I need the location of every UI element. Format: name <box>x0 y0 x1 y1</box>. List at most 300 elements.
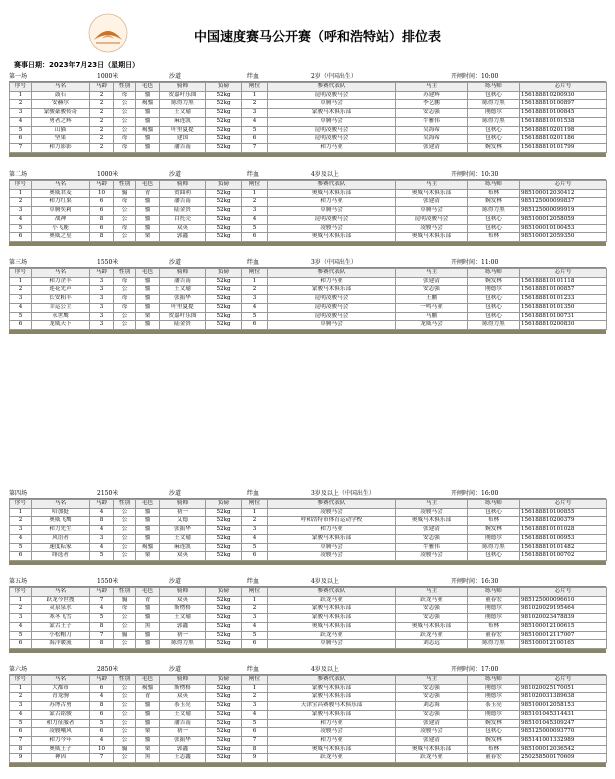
table-cell: 156188810100845 <box>520 109 607 118</box>
table-cell: 牛雅伟 <box>396 117 468 126</box>
table-cell: 52kg <box>206 286 242 295</box>
table-cell: 叶里夏提 <box>160 126 206 135</box>
table-cell: 和力马业 <box>268 198 396 207</box>
column-header: 性别 <box>114 588 136 597</box>
table-cell: 青 <box>136 596 160 605</box>
column-header: 负磅 <box>206 269 242 278</box>
entry-table <box>9 268 607 330</box>
table-cell: 52kg <box>206 215 242 224</box>
table-cell: 张建清 <box>396 277 468 286</box>
table-cell: 婉发林 <box>468 277 520 286</box>
table-cell: 2 <box>90 109 114 118</box>
column-header: 毛色 <box>136 676 160 685</box>
table-cell: 凌骏马会 <box>396 552 468 561</box>
race-condition: 4岁及以上 <box>311 578 339 585</box>
table-cell: 3 <box>242 526 268 535</box>
event-date: 赛事日期：2023年7月23日（星期日） <box>14 61 140 69</box>
table-cell: 981020029195464 <box>520 605 607 614</box>
table-cell: 52kg <box>206 100 242 109</box>
table-cell: 王鹏 <box>396 295 468 304</box>
race-distance: 1000米 <box>97 171 119 178</box>
column-header: 骑师 <box>160 181 206 190</box>
table-cell: 156188810100953 <box>520 534 607 543</box>
table-cell: 龙威马会 <box>396 321 468 330</box>
table-cell: 苏建辉 <box>396 91 468 100</box>
table-cell: 跃龙马业 <box>268 596 396 605</box>
table-cell: 3 <box>90 321 114 330</box>
table-cell: 8 <box>90 622 114 631</box>
table-cell: 公 <box>114 207 136 216</box>
table-cell: 母 <box>114 135 136 144</box>
column-header: 练马师 <box>468 588 520 597</box>
table-cell: 52kg <box>206 754 242 763</box>
table-cell: 52kg <box>206 321 242 330</box>
table-cell: 刚德尔 <box>468 710 520 719</box>
table-cell: 刚德尔 <box>468 614 520 623</box>
column-header: 负磅 <box>206 83 242 92</box>
table-cell: 52kg <box>206 508 242 517</box>
table-cell: 骝 <box>136 91 160 100</box>
table-cell: 陈得力黑 <box>160 100 206 109</box>
table-row <box>10 640 607 649</box>
column-header: 序号 <box>10 269 32 278</box>
table-cell: 蒙骏马术俱乐部 <box>268 109 396 118</box>
table-cell: 山猫 <box>32 126 90 135</box>
table-cell: 9 <box>10 754 32 763</box>
table-cell: 250258500170609 <box>520 754 607 763</box>
table-cell: 跃龙马业 <box>396 631 468 640</box>
table-cell: 青龙驹 <box>32 693 90 702</box>
table-cell: 包秋心 <box>468 508 520 517</box>
table-cell: 5 <box>242 224 268 233</box>
table-cell: 刚德尔 <box>468 693 520 702</box>
table-cell: 骝 <box>136 117 160 126</box>
table-cell: 156188810101350 <box>520 303 607 312</box>
race-header <box>9 258 606 268</box>
table-cell: 草腾马会 <box>268 321 396 330</box>
table-cell: 包秋心 <box>468 552 520 561</box>
table-cell: 公 <box>114 719 136 728</box>
table-cell: 7 <box>90 596 114 605</box>
column-header: 马主 <box>396 83 468 92</box>
column-header: 负磅 <box>206 500 242 509</box>
table-row <box>10 100 607 109</box>
table-cell: 6 <box>10 321 32 330</box>
race-divider-bar <box>9 649 606 653</box>
table-cell: 3 <box>90 277 114 286</box>
table-cell: 勇者之辉 <box>32 117 90 126</box>
table-cell: 10 <box>90 745 114 754</box>
table-cell: 156188810101482 <box>520 543 607 552</box>
table-cell: 6 <box>242 321 268 330</box>
table-cell: 昆明凌骏马会 <box>268 126 396 135</box>
table-cell: 跃龙马业 <box>268 754 396 763</box>
table-cell: 潘吉南 <box>160 277 206 286</box>
table-cell: 985100012030412 <box>520 189 607 198</box>
table-cell: 156188810101538 <box>520 117 607 126</box>
column-header: 练马师 <box>468 181 520 190</box>
table-cell: 骝 <box>136 614 160 623</box>
table-cell: 奥威马术俱乐部 <box>268 622 396 631</box>
table-cell: 陈得力黑 <box>160 640 206 649</box>
table-cell: 昆明凌骏马会 <box>268 312 396 321</box>
column-header: 毛色 <box>136 269 160 278</box>
table-cell: 2 <box>90 117 114 126</box>
table-cell: 5 <box>10 312 32 321</box>
table-cell: 4 <box>90 736 114 745</box>
table-cell: 王文瑜 <box>160 534 206 543</box>
race-condition: 3岁（中国出生） <box>311 259 357 266</box>
table-cell: 和力企丰 <box>32 277 90 286</box>
column-header: 马龄 <box>90 500 114 509</box>
race-block <box>9 665 606 767</box>
table-cell: 骟 <box>114 631 136 640</box>
table-cell: 草腾马会 <box>268 543 396 552</box>
table-cell: 贺嘉叶乐图 <box>160 312 206 321</box>
table-cell: 52kg <box>206 295 242 304</box>
table-cell: 52kg <box>206 143 242 152</box>
table-cell: 昆明凌骏马会 <box>268 135 396 144</box>
column-header: 性别 <box>114 269 136 278</box>
table-cell: 52kg <box>206 189 242 198</box>
column-header: 序号 <box>10 83 32 92</box>
table-cell: 156188810100855 <box>520 508 607 517</box>
table-cell: 奥威马术俱乐部 <box>268 233 396 242</box>
table-cell: 麻连凯 <box>160 117 206 126</box>
table-cell: 蒙骏马术俱乐部 <box>268 684 396 693</box>
table-cell: 156188810201198 <box>520 126 607 135</box>
race-header <box>9 577 606 587</box>
table-row <box>10 198 607 207</box>
entry-table <box>9 82 607 153</box>
table-cell: 安志强 <box>396 693 468 702</box>
table-row <box>10 126 607 135</box>
table-row <box>10 295 607 304</box>
table-cell: 奥威马术俱乐部 <box>268 189 396 198</box>
table-cell: 2 <box>242 198 268 207</box>
entry-table <box>9 587 607 649</box>
table-cell: 骝 <box>136 295 160 304</box>
table-cell: 陈得力黑 <box>468 207 520 216</box>
column-header: 马名 <box>32 500 90 509</box>
column-header: 马主 <box>396 588 468 597</box>
table-cell: 栗 <box>136 233 160 242</box>
table-cell: 公 <box>114 126 136 135</box>
race-header <box>9 72 606 82</box>
table-cell: 奥威马术俱乐部 <box>396 233 468 242</box>
table-cell: 5 <box>242 719 268 728</box>
column-header: 负磅 <box>206 181 242 190</box>
table-cell: 布林 <box>468 233 520 242</box>
column-header: 骑师 <box>160 500 206 509</box>
table-cell: 小松帽刀 <box>32 631 90 640</box>
table-cell: 4 <box>10 117 32 126</box>
table-cell: 1 <box>10 596 32 605</box>
table-row <box>10 631 607 640</box>
table-row <box>10 526 607 535</box>
column-header: 芯片号 <box>520 181 607 190</box>
table-cell: 公 <box>114 508 136 517</box>
race-distance: 1000米 <box>97 73 119 80</box>
table-cell: 5 <box>10 631 32 640</box>
race-name: 第六场 <box>9 666 28 673</box>
table-cell: 潘吉南 <box>160 719 206 728</box>
table-cell: 52kg <box>206 631 242 640</box>
table-cell: 安志强 <box>396 109 468 118</box>
table-cell: 8 <box>90 215 114 224</box>
table-cell: 985101045314431 <box>520 710 607 719</box>
table-cell: 骝 <box>136 719 160 728</box>
table-row <box>10 745 607 754</box>
table-header-row <box>10 181 607 190</box>
table-cell: 和力先生 <box>32 526 90 535</box>
race-divider-bar <box>9 763 606 767</box>
column-header: 参赛代表队 <box>268 269 396 278</box>
column-header: 参赛代表队 <box>268 500 396 509</box>
table-cell: 长安粗丰 <box>32 295 90 304</box>
table-cell: 包秋心 <box>468 126 520 135</box>
table-cell: 骟 <box>114 596 136 605</box>
table-cell: 6 <box>90 710 114 719</box>
table-cell: 奥威马术俱乐部 <box>396 745 468 754</box>
table-row <box>10 109 607 118</box>
table-cell: 骝 <box>136 526 160 535</box>
table-cell: 7 <box>10 143 32 152</box>
table-cell: 蒙骏马术俱乐部 <box>268 710 396 719</box>
table-cell: 3 <box>90 312 114 321</box>
table-cell: 骝 <box>136 702 160 711</box>
table-cell: 985100012100165 <box>520 640 607 649</box>
table-cell: 骝 <box>136 321 160 330</box>
table-cell: 156188810101028 <box>520 526 607 535</box>
race-handicap: 绊血 <box>247 171 260 178</box>
race-divider-bar <box>9 242 606 246</box>
table-cell: 陈得力黑 <box>468 100 520 109</box>
table-cell: 刚德尔 <box>468 684 520 693</box>
table-cell: 4 <box>242 622 268 631</box>
column-header: 性别 <box>114 676 136 685</box>
table-cell: 刘志远 <box>396 640 468 649</box>
table-cell: 52kg <box>206 526 242 535</box>
table-cell: 奥威王子 <box>32 745 90 754</box>
table-cell: 3 <box>90 534 114 543</box>
table-cell: 52kg <box>206 534 242 543</box>
table-cell: 骝 <box>136 207 160 216</box>
table-row <box>10 117 607 126</box>
table-cell: 布林 <box>468 517 520 526</box>
table-cell: 公 <box>114 100 136 109</box>
table-cell: 5 <box>90 719 114 728</box>
table-row <box>10 728 607 737</box>
table-cell: 李艺鹏 <box>396 100 468 109</box>
table-cell: 52kg <box>206 303 242 312</box>
table-cell: 6 <box>10 728 32 737</box>
table-cell: 婉发林 <box>468 526 520 535</box>
table-row <box>10 277 607 286</box>
table-cell: 骝 <box>136 143 160 152</box>
table-cell: 公 <box>114 117 136 126</box>
table-cell: 4 <box>90 693 114 702</box>
table-cell: 公 <box>114 622 136 631</box>
table-cell: 和力今年 <box>32 736 90 745</box>
race-block <box>9 258 606 334</box>
table-cell: 青 <box>136 693 160 702</box>
table-cell: 蒙骏马术俱乐部 <box>268 693 396 702</box>
table-cell: 母 <box>114 295 136 304</box>
table-row <box>10 552 607 561</box>
table-cell: 5 <box>242 126 268 135</box>
table-cell: 海洋暖流 <box>32 640 90 649</box>
table-cell: 3 <box>10 109 32 118</box>
table-cell: 公 <box>114 702 136 711</box>
table-cell: 斯楞格 <box>160 684 206 693</box>
table-cell: 4 <box>90 605 114 614</box>
table-header-row <box>10 676 607 685</box>
table-cell: 草腾马会 <box>268 117 396 126</box>
table-cell: 牛雅伟 <box>396 543 468 552</box>
table-cell: 156188810100731 <box>520 312 607 321</box>
table-cell: 985141001332989 <box>520 736 607 745</box>
column-header: 练马师 <box>468 676 520 685</box>
column-header: 马名 <box>32 181 90 190</box>
table-cell: 莲花先声 <box>32 286 90 295</box>
table-cell: 公 <box>114 517 136 526</box>
table-cell: 贺嘉叶乐图 <box>160 91 206 100</box>
table-cell: 公 <box>114 736 136 745</box>
table-cell: 6 <box>90 728 114 737</box>
column-header: 芯片号 <box>520 83 607 92</box>
table-row <box>10 684 607 693</box>
table-cell: 包秋心 <box>468 312 520 321</box>
table-cell: 2 <box>90 135 114 144</box>
table-cell: 公 <box>114 710 136 719</box>
column-header: 毛色 <box>136 500 160 509</box>
table-cell: 6 <box>10 135 32 144</box>
table-cell: 3 <box>242 207 268 216</box>
table-cell: 4 <box>10 215 32 224</box>
column-header: 参赛代表队 <box>268 83 396 92</box>
table-cell: 52kg <box>206 596 242 605</box>
table-cell: 4 <box>10 534 32 543</box>
table-row <box>10 215 607 224</box>
table-cell: 草腾马会 <box>396 207 468 216</box>
table-cell: 凌骏马会 <box>396 728 468 737</box>
table-cell: 公 <box>114 534 136 543</box>
table-cell: 5 <box>10 543 32 552</box>
table-cell: 昆明凌骏马会 <box>268 91 396 100</box>
table-cell: 52kg <box>206 224 242 233</box>
table-cell: 包秋心 <box>468 215 520 224</box>
race-condition: 3岁及以上（中国出生） <box>311 490 375 497</box>
table-cell: 栗 <box>136 745 160 754</box>
table-cell: 布林 <box>468 745 520 754</box>
race-surface: 沙道 <box>169 666 182 673</box>
table-row <box>10 321 607 330</box>
table-cell: 郭鑫 <box>160 745 206 754</box>
table-cell: 永世鹰 <box>32 312 90 321</box>
table-cell: 9 <box>242 754 268 763</box>
table-cell: 3 <box>242 702 268 711</box>
table-cell: 凌骏马会 <box>396 508 468 517</box>
table-cell: 栗 <box>136 552 160 561</box>
table-cell: 156188810101233 <box>520 295 607 304</box>
table-cell: 52kg <box>206 312 242 321</box>
race-start: 开闸时间：17:00 <box>451 666 499 673</box>
race-distance: 1550米 <box>97 578 119 585</box>
column-header: 毛色 <box>136 588 160 597</box>
table-cell: 985100012117007 <box>520 631 607 640</box>
table-cell: 母 <box>114 605 136 614</box>
race-distance: 2850米 <box>97 666 119 673</box>
table-cell: 陈得力黑 <box>468 117 520 126</box>
table-cell: 5 <box>242 543 268 552</box>
table-cell: 5 <box>242 312 268 321</box>
table-cell: 双英 <box>160 596 206 605</box>
table-cell: 安志强 <box>396 286 468 295</box>
race-name: 第一场 <box>9 73 28 80</box>
race-header <box>9 489 606 499</box>
table-cell: 52kg <box>206 233 242 242</box>
column-header: 闸位 <box>242 83 268 92</box>
table-cell: 52kg <box>206 552 242 561</box>
column-header: 骑师 <box>160 676 206 685</box>
table-cell: 包秋心 <box>468 295 520 304</box>
table-cell: 王文瑜 <box>160 710 206 719</box>
table-cell: 初一 <box>160 728 206 737</box>
column-header: 练马师 <box>468 269 520 278</box>
table-cell: 1 <box>10 91 32 100</box>
table-cell: 陈得力黑 <box>468 321 520 330</box>
table-header-row <box>10 500 607 509</box>
table-cell: 栗 <box>136 728 160 737</box>
table-cell: 52kg <box>206 622 242 631</box>
table-cell: 5 <box>90 614 114 623</box>
race-block <box>9 170 606 246</box>
race-header <box>9 665 606 675</box>
table-cell: 蒙古铭骏 <box>32 710 90 719</box>
table-cell: 6 <box>10 233 32 242</box>
column-header: 骑师 <box>160 269 206 278</box>
table-cell: 昆明凌骏马会 <box>268 215 396 224</box>
table-cell: 绯选者 <box>32 552 90 561</box>
table-cell: 包秋心 <box>468 728 520 737</box>
column-header: 性别 <box>114 500 136 509</box>
table-cell: 5 <box>10 224 32 233</box>
table-cell: 52kg <box>206 736 242 745</box>
table-cell: 10 <box>90 189 114 198</box>
table-cell: 母 <box>114 224 136 233</box>
table-cell: 昆明凌骏马会 <box>268 295 396 304</box>
race-distance: 1550米 <box>97 259 119 266</box>
table-cell: 张建清 <box>396 143 468 152</box>
table-cell: 156188810200930 <box>520 91 607 100</box>
table-cell: 马鹏 <box>396 312 468 321</box>
table-cell: 凌骏嘲风 <box>32 728 90 737</box>
table-cell: 骝 <box>136 109 160 118</box>
table-cell: 6 <box>242 640 268 649</box>
column-header: 骑师 <box>160 83 206 92</box>
table-cell: 凌骏马会 <box>268 508 396 517</box>
table-cell: 斯楞格 <box>160 605 206 614</box>
page-title: 中国速度赛马公开赛（呼和浩特站）排位表 <box>193 30 441 45</box>
table-cell: 公 <box>114 693 136 702</box>
table-cell: 公 <box>114 215 136 224</box>
table-cell: 2 <box>90 143 114 152</box>
table-cell: 昆明凌骏马会 <box>268 303 396 312</box>
table-cell: 2 <box>242 517 268 526</box>
column-header: 马主 <box>396 269 468 278</box>
column-header: 马龄 <box>90 588 114 597</box>
